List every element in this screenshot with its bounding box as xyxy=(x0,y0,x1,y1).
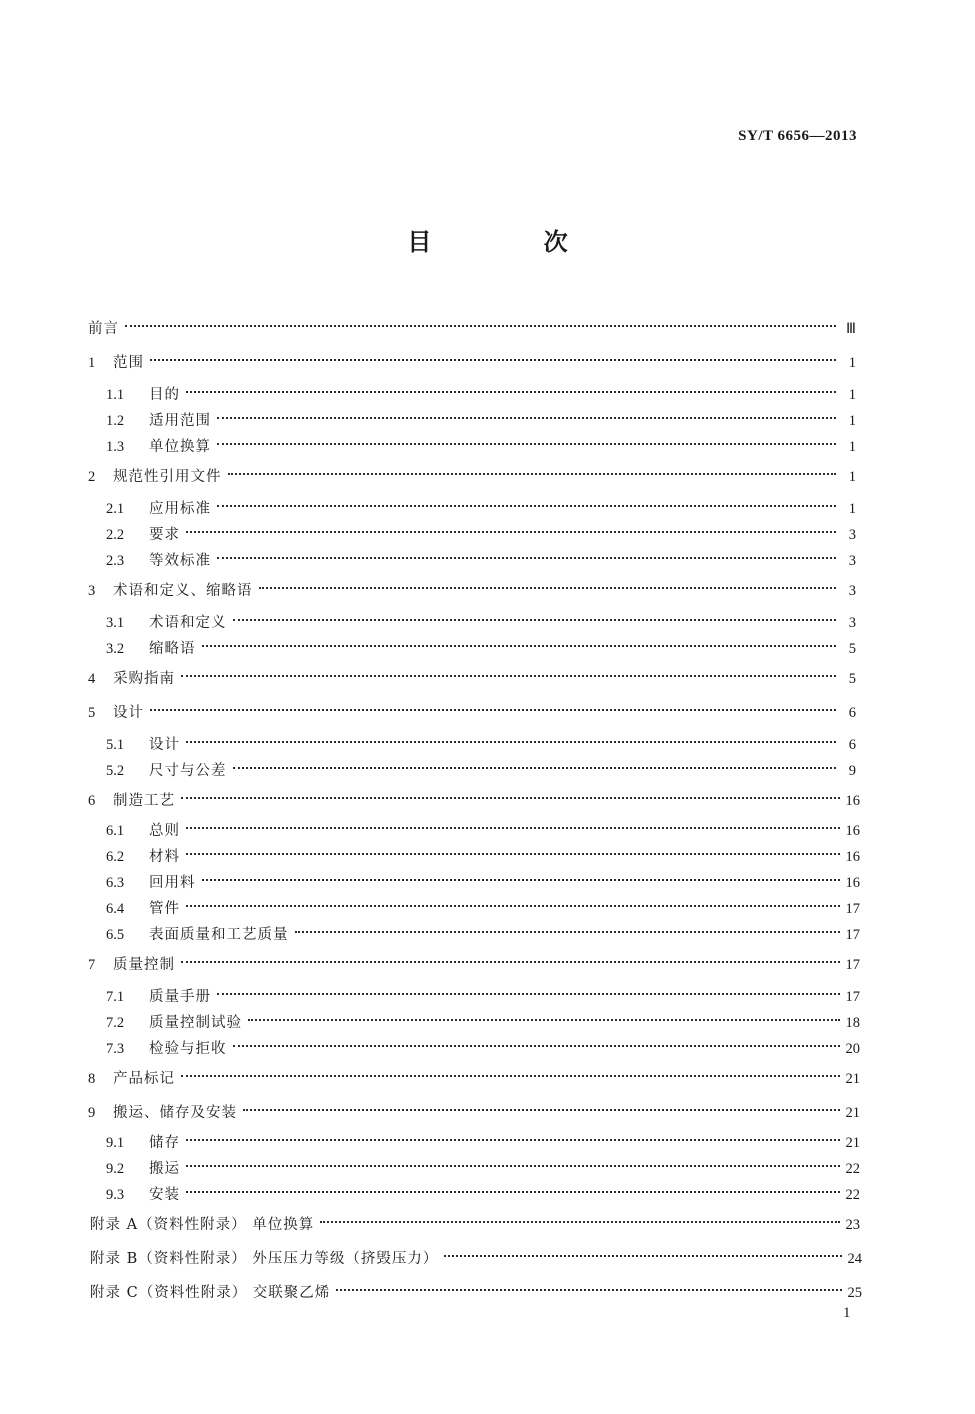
toc-leader-dots xyxy=(233,605,837,627)
toc-entry-5-2[interactable] xyxy=(106,753,856,779)
toc-leader-dots xyxy=(217,491,836,513)
toc-entry-number: 2 xyxy=(88,469,96,485)
toc-entry-text: 回用料 xyxy=(149,875,196,891)
toc-leader-dots xyxy=(125,311,836,333)
toc-entry-2-1[interactable] xyxy=(106,491,856,517)
toc-entry-9-2[interactable] xyxy=(106,1151,860,1177)
toc-entry-number: 1.3 xyxy=(106,439,125,455)
toc-leader-dots xyxy=(186,891,840,913)
toc-entry-7-3[interactable] xyxy=(106,1031,860,1057)
toc-entry-page: 3 xyxy=(848,527,856,543)
toc-entry-number: 3 xyxy=(88,583,96,599)
toc-entry-text: 质量控制 xyxy=(113,957,175,973)
standard-code: SY/T 6656—2013 xyxy=(738,128,857,144)
toc-entry-number: 2.2 xyxy=(106,527,125,543)
toc-entry-text: 表面质量和工艺质量 xyxy=(149,927,289,943)
toc-entry-number: 7.1 xyxy=(106,989,125,1005)
toc-entry-page: 22 xyxy=(845,1161,860,1177)
toc-entry-1[interactable] xyxy=(88,345,856,371)
toc-leader-dots xyxy=(202,631,837,653)
toc-entry-7-2[interactable] xyxy=(106,1005,860,1031)
toc-entry-6-5[interactable] xyxy=(106,917,860,943)
toc-entry-text: 检验与拒收 xyxy=(149,1041,227,1057)
toc-entry-number: 8 xyxy=(88,1071,96,1087)
toc-leader-dots xyxy=(233,753,837,775)
toc-entry-page: 16 xyxy=(845,849,860,865)
toc-entry-text: 附录 B（资料性附录） 外压压力等级（挤毁压力） xyxy=(90,1251,439,1267)
toc-leader-dots xyxy=(181,947,840,969)
toc-entry-2[interactable] xyxy=(88,459,856,485)
toc-leader-dots xyxy=(336,1275,841,1297)
toc-entry-page: 1 xyxy=(848,501,856,517)
toc-entry-3-2[interactable] xyxy=(106,631,856,657)
toc-entry-9[interactable] xyxy=(88,1095,860,1121)
toc-entry-3[interactable] xyxy=(88,573,856,599)
toc-entry-text: 采购指南 xyxy=(113,671,175,687)
toc-entry-number: 9.1 xyxy=(106,1135,125,1151)
toc-entry-number: 1 xyxy=(88,355,96,371)
toc-entry-text: 材料 xyxy=(149,849,180,865)
toc-entry-text: 适用范围 xyxy=(149,413,211,429)
toc-entry-page: 21 xyxy=(845,1071,860,1087)
toc-entry-number: 2.3 xyxy=(106,553,125,569)
toc-leader-dots xyxy=(186,839,840,861)
toc-entry-9-1[interactable] xyxy=(106,1125,860,1151)
toc-entry-text: 设计 xyxy=(149,737,180,753)
toc-leader-dots xyxy=(186,517,836,539)
toc-entry-number: 9.3 xyxy=(106,1187,125,1203)
toc-entry-number: 6.2 xyxy=(106,849,125,865)
toc-leader-dots xyxy=(217,403,836,425)
toc-entry-page: 5 xyxy=(848,671,856,687)
toc-leader-dots xyxy=(186,1177,840,1199)
toc-entry-page: 17 xyxy=(845,957,860,973)
toc-entry-page: 6 xyxy=(848,705,856,721)
toc-leader-dots xyxy=(150,695,836,717)
toc-leader-dots xyxy=(217,429,836,451)
toc-entry-page: 21 xyxy=(845,1135,860,1151)
toc-entry-page: 16 xyxy=(845,875,860,891)
toc-entry-number: 6.1 xyxy=(106,823,125,839)
toc-entry-3-1[interactable] xyxy=(106,605,856,631)
toc-entry-page: 24 xyxy=(847,1251,862,1267)
toc-entry-text: 等效标准 xyxy=(149,553,211,569)
toc-leader-dots xyxy=(186,1151,840,1173)
toc-entry-text: 单位换算 xyxy=(149,439,211,455)
toc-entry-page: 6 xyxy=(848,737,856,753)
toc-entry-number: 3.1 xyxy=(106,615,125,631)
toc-entry-number: 7 xyxy=(88,957,96,973)
toc-leader-dots xyxy=(228,459,837,481)
toc-entry-number: 3.2 xyxy=(106,641,125,657)
toc-entry-text: 前言 xyxy=(88,321,119,337)
toc-entry-7[interactable] xyxy=(88,947,860,973)
toc-leader-dots xyxy=(217,543,836,565)
toc-entry-page: 3 xyxy=(848,583,856,599)
toc-entry-number: 6.3 xyxy=(106,875,125,891)
toc-entry-6-2[interactable] xyxy=(106,839,860,865)
toc-entry-9-3[interactable] xyxy=(106,1177,860,1203)
toc-leader-dots xyxy=(243,1095,840,1117)
toc-entry-5-1[interactable] xyxy=(106,727,856,753)
toc-entry-page: 3 xyxy=(848,615,856,631)
toc-entry-page: Ⅲ xyxy=(846,321,856,337)
toc-entry-number: 6.5 xyxy=(106,927,125,943)
toc-leader-dots xyxy=(186,1125,840,1147)
toc-entry-text: 设计 xyxy=(113,705,144,721)
toc-entry-number: 4 xyxy=(88,671,96,687)
toc-entry-text: 安装 xyxy=(149,1187,180,1203)
toc-entry-6[interactable] xyxy=(88,783,860,809)
toc-leader-dots xyxy=(320,1207,839,1229)
toc-entry-text: 产品标记 xyxy=(113,1071,175,1087)
toc-entry-2-2[interactable] xyxy=(106,517,856,543)
toc-entry-number: 5.2 xyxy=(106,763,125,779)
toc-entry-page: 1 xyxy=(848,439,856,455)
toc-entry-text: 附录 C（资料性附录） 交联聚乙烯 xyxy=(90,1285,331,1301)
toc-entry-number: 7.2 xyxy=(106,1015,125,1031)
toc-entry-text: 附录 A（资料性附录） 单位换算 xyxy=(90,1217,315,1233)
toc-entry-text: 要求 xyxy=(149,527,180,543)
toc-leader-dots xyxy=(248,1005,840,1027)
toc-entry-text: 缩略语 xyxy=(149,641,196,657)
toc-entry-text: 目的 xyxy=(149,387,180,403)
toc-entry-number: 2.1 xyxy=(106,501,125,517)
toc-entry-page: 1 xyxy=(848,355,856,371)
toc-entry-1-2[interactable] xyxy=(106,403,856,429)
toc-entry-7-1[interactable] xyxy=(106,979,860,1005)
toc-entry-page: 17 xyxy=(845,901,860,917)
toc-entry-page: 16 xyxy=(845,823,860,839)
toc-entry-page: 23 xyxy=(845,1217,860,1233)
toc-entry-text: 范围 xyxy=(113,355,144,371)
toc-entry-page: 17 xyxy=(845,927,860,943)
toc-entry-page: 25 xyxy=(847,1285,862,1301)
toc-entry-page: 21 xyxy=(845,1105,860,1121)
toc-title: 目 次 xyxy=(407,228,620,256)
toc-entry-5[interactable] xyxy=(88,695,856,721)
toc-entry-text: 管件 xyxy=(149,901,180,917)
toc-entry-number: 7.3 xyxy=(106,1041,125,1057)
toc-entry-text: 规范性引用文件 xyxy=(113,469,222,485)
toc-entry-page: 5 xyxy=(848,641,856,657)
toc-entry-page: 1 xyxy=(848,387,856,403)
toc-entry-1-1[interactable] xyxy=(106,377,856,403)
toc-entry-text: 搬运 xyxy=(149,1161,180,1177)
toc-entry-number: 9 xyxy=(88,1105,96,1121)
toc-entry-1-3[interactable] xyxy=(106,429,856,455)
toc-entry-text: 术语和定义 xyxy=(149,615,227,631)
toc-entry-preface[interactable] xyxy=(88,311,856,337)
toc-entry-appendix-a[interactable] xyxy=(90,1207,860,1233)
toc-entry-text: 制造工艺 xyxy=(113,793,175,809)
toc-entry-page: 3 xyxy=(848,553,856,569)
toc-entry-2-3[interactable] xyxy=(106,543,856,569)
toc-entry-text: 质量控制试验 xyxy=(149,1015,242,1031)
toc-entry-text: 应用标准 xyxy=(149,501,211,517)
toc-entry-text: 尺寸与公差 xyxy=(149,763,227,779)
toc-leader-dots xyxy=(186,727,836,749)
toc-entry-page: 20 xyxy=(845,1041,860,1057)
toc-entry-number: 6.4 xyxy=(106,901,125,917)
toc-leader-dots xyxy=(186,813,840,835)
toc-entry-8[interactable] xyxy=(88,1061,860,1087)
toc-entry-number: 1.2 xyxy=(106,413,125,429)
toc-leader-dots xyxy=(202,865,840,887)
toc-leader-dots xyxy=(186,377,836,399)
toc-entry-4[interactable] xyxy=(88,661,856,687)
toc-entry-6-3[interactable] xyxy=(106,865,860,891)
toc-entry-text: 质量手册 xyxy=(149,989,211,1005)
toc-leader-dots xyxy=(444,1241,841,1263)
toc-entry-text: 搬运、储存及安装 xyxy=(113,1105,237,1121)
toc-entry-page: 18 xyxy=(845,1015,860,1031)
toc-leader-dots xyxy=(295,917,840,939)
toc-entry-6-4[interactable] xyxy=(106,891,860,917)
toc-entry-number: 6 xyxy=(88,793,96,809)
page-number: 1 xyxy=(843,1305,851,1321)
toc-entry-page: 9 xyxy=(848,763,856,779)
toc-leader-dots xyxy=(233,1031,840,1053)
toc-leader-dots xyxy=(181,783,840,805)
toc-entry-text: 术语和定义、缩略语 xyxy=(113,583,253,599)
toc-entry-page: 16 xyxy=(845,793,860,809)
toc-entry-6-1[interactable] xyxy=(106,813,860,839)
toc-leader-dots xyxy=(181,661,836,683)
toc-entry-text: 总则 xyxy=(149,823,180,839)
toc-entry-page: 22 xyxy=(845,1187,860,1203)
toc-entry-appendix-b[interactable] xyxy=(90,1241,862,1267)
toc-entry-page: 1 xyxy=(848,469,856,485)
toc-entry-number: 1.1 xyxy=(106,387,125,403)
toc-entry-appendix-c[interactable] xyxy=(90,1275,862,1301)
toc-entry-number: 9.2 xyxy=(106,1161,125,1177)
toc-leader-dots xyxy=(259,573,837,595)
toc-leader-dots xyxy=(150,345,836,367)
toc-entry-page: 17 xyxy=(845,989,860,1005)
toc-leader-dots xyxy=(181,1061,840,1083)
toc-entry-text: 储存 xyxy=(149,1135,180,1151)
toc-leader-dots xyxy=(217,979,840,1001)
toc-entry-number: 5.1 xyxy=(106,737,125,753)
toc-entry-page: 1 xyxy=(848,413,856,429)
toc-entry-number: 5 xyxy=(88,705,96,721)
